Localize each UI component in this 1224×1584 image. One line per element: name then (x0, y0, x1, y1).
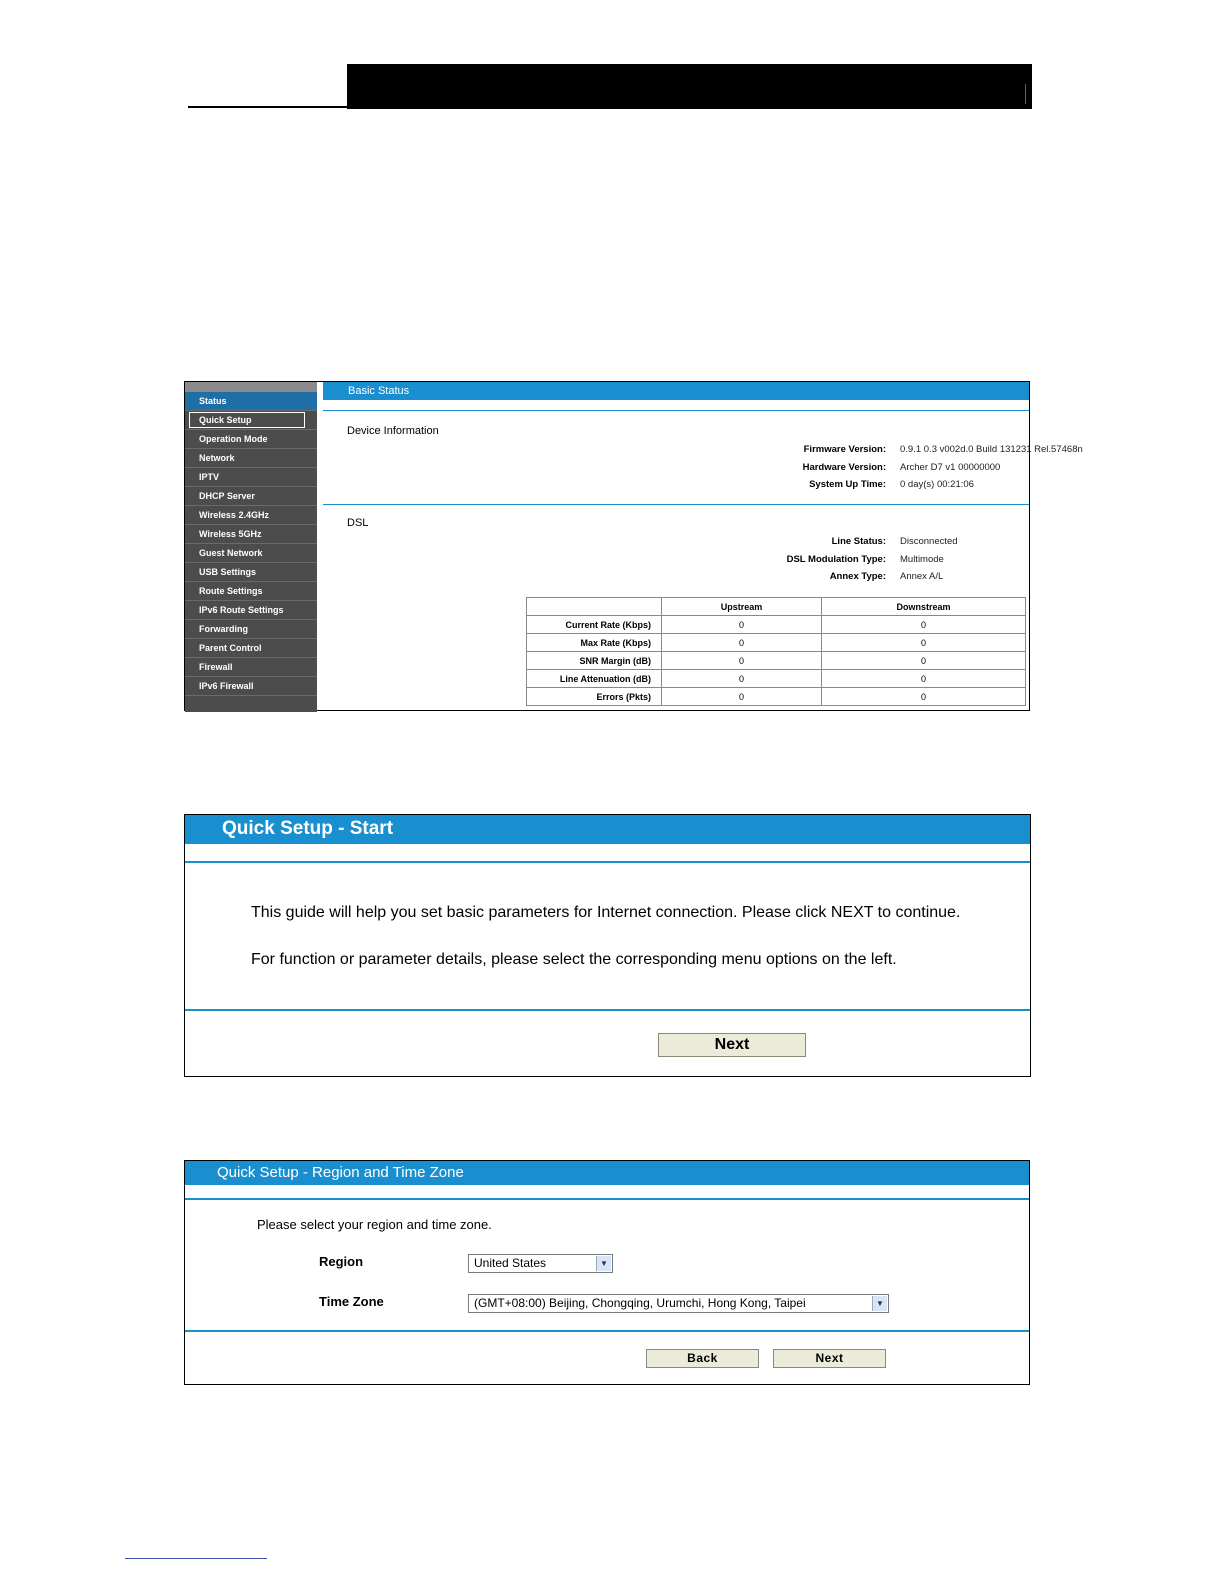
hardware-label: Hardware Version: (802, 462, 886, 473)
row-label: SNR Margin (dB) (527, 652, 662, 670)
sidebar-item-ipv6-route-settings[interactable]: IPv6 Route Settings (185, 601, 317, 620)
sidebar-item-quick-setup[interactable]: Quick Setup (185, 411, 317, 430)
modulation-value: Multimode (900, 554, 944, 565)
region-tz-intro: Please select your region and time zone. (257, 1217, 492, 1232)
header-underline (188, 106, 348, 108)
region-tz-bottom-divider (185, 1330, 1029, 1332)
line-status-label: Line Status: (831, 536, 886, 547)
dsl-stats-table (526, 597, 1026, 706)
sidebar-item-wireless-5ghz[interactable]: Wireless 5GHz (185, 525, 317, 544)
chevron-down-icon[interactable]: ▼ (872, 1296, 887, 1311)
timezone-select[interactable] (468, 1294, 889, 1313)
page-title: Basic Status (323, 382, 1029, 400)
basic-status-main (323, 382, 1083, 712)
sidebar-item-forwarding[interactable]: Forwarding (185, 620, 317, 639)
table-row (527, 652, 1026, 670)
row-downstream-value: 0 (822, 616, 1026, 634)
quick-start-title: Quick Setup - Start (185, 815, 1030, 844)
back-button[interactable]: Back (646, 1349, 759, 1368)
row-label: Errors (Pkts) (527, 688, 662, 706)
quick-start-line1: This guide will help you set basic parameters for Internet connection. Please click NEXT to continue. (251, 904, 961, 921)
sidebar-item-status[interactable]: Status (185, 392, 317, 411)
row-label: Line Attenuation (dB) (527, 670, 662, 688)
region-label: Region (319, 1254, 364, 1269)
dsl-heading: DSL (347, 517, 369, 529)
region-select[interactable] (468, 1254, 613, 1273)
table-row (527, 688, 1026, 706)
quick-start-top-divider (185, 861, 1030, 863)
header-band-tick (1025, 84, 1026, 104)
table-header-row (527, 598, 1026, 616)
sidebar-item-guest-network[interactable]: Guest Network (185, 544, 317, 563)
device-info-heading: Device Information (347, 425, 439, 437)
table-row (527, 616, 1026, 634)
section-divider (323, 504, 1029, 505)
uptime-label: System Up Time: (809, 479, 886, 490)
row-label: Max Rate (Kbps) (527, 634, 662, 652)
sidebar-item-firewall[interactable]: Firewall (185, 658, 317, 677)
row-downstream-value: 0 (822, 688, 1026, 706)
firmware-label: Firmware Version: (803, 444, 886, 455)
title-divider (323, 410, 1029, 411)
sidebar-item-ipv6-firewall[interactable]: IPv6 Firewall (185, 677, 317, 696)
row-upstream-value: 0 (662, 616, 822, 634)
sidebar-item-iptv[interactable]: IPTV (185, 468, 317, 487)
row-downstream-value: 0 (822, 670, 1026, 688)
row-upstream-value: 0 (662, 652, 822, 670)
sidebar-item-dhcp-server[interactable]: DHCP Server (185, 487, 317, 506)
uptime-value: 0 day(s) 00:21:06 (900, 479, 974, 490)
chevron-down-icon[interactable]: ▼ (596, 1256, 611, 1271)
row-upstream-value: 0 (662, 688, 822, 706)
table-row (527, 634, 1026, 652)
sidebar-item-network[interactable]: Network (185, 449, 317, 468)
region-timezone-screenshot (184, 1160, 1030, 1385)
col-upstream: Upstream (662, 598, 822, 616)
region-tz-title: Quick Setup - Region and Time Zone (185, 1161, 1029, 1185)
firmware-value: 0.9.1 0.3 v002d.0 Build 131231 Rel.57468n (900, 444, 1083, 455)
sidebar-item-route-settings[interactable]: Route Settings (185, 582, 317, 601)
col-downstream: Downstream (822, 598, 1026, 616)
region-tz-top-divider (185, 1198, 1029, 1200)
table-row (527, 670, 1026, 688)
row-upstream-value: 0 (662, 634, 822, 652)
sidebar-item-operation-mode[interactable]: Operation Mode (185, 430, 317, 449)
timezone-select-value: (GMT+08:00) Beijing, Chongqing, Urumchi, Hong Kong, Taipei (474, 1296, 806, 1310)
sidebar-top-gap (185, 382, 317, 392)
next-button[interactable]: Next (658, 1033, 806, 1057)
row-downstream-value: 0 (822, 652, 1026, 670)
hardware-value: Archer D7 v1 00000000 (900, 462, 1001, 473)
annex-value: Annex A/L (900, 571, 944, 582)
quick-start-bottom-divider (185, 1009, 1030, 1011)
footer-link-underline (125, 1558, 267, 1559)
quick-start-line2: For function or parameter details, please select the corresponding menu options on the left. (251, 951, 897, 968)
quick-setup-start-screenshot (184, 814, 1031, 1077)
basic-status-screenshot (184, 381, 1083, 711)
annex-label: Annex Type: (829, 571, 886, 582)
sidebar-menu (185, 382, 317, 712)
sidebar-item-usb-settings[interactable]: USB Settings (185, 563, 317, 582)
header-band (347, 64, 1032, 109)
sidebar-item-wireless-24ghz[interactable]: Wireless 2.4GHz (185, 506, 317, 525)
modulation-label: DSL Modulation Type: (786, 554, 886, 565)
row-label: Current Rate (Kbps) (527, 616, 662, 634)
table-corner-cell (527, 598, 662, 616)
line-status-value: Disconnected (900, 536, 958, 547)
row-upstream-value: 0 (662, 670, 822, 688)
next-button[interactable]: Next (773, 1349, 886, 1368)
sidebar-item-parent-control[interactable]: Parent Control (185, 639, 317, 658)
timezone-label: Time Zone (319, 1294, 384, 1309)
region-select-value: United States (474, 1256, 547, 1270)
row-downstream-value: 0 (822, 634, 1026, 652)
